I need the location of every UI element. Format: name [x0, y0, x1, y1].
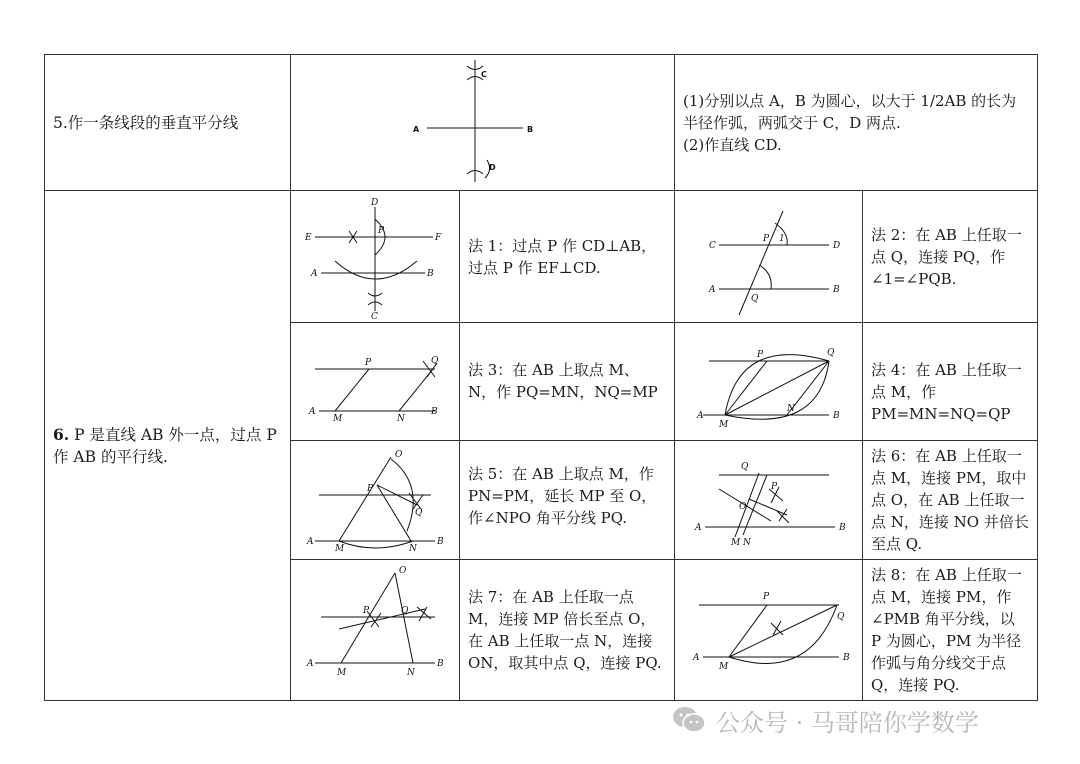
- row5-steps: [675, 55, 1038, 191]
- method3-text: 法 3：在 AB 上取点 M、N，作 PQ=MN，NQ=MP: [460, 323, 675, 441]
- label-a: A: [413, 124, 420, 134]
- method7-figure: [291, 560, 460, 701]
- m1-p: P: [378, 225, 385, 236]
- method7-text: 法 7：在 AB 上任取一点 M，连接 MP 倍长至点 O，在 AB 上任取一点 N，连接 ON，取其中点 Q，连接 PQ.: [460, 560, 675, 701]
- m5-o: O: [395, 450, 403, 460]
- method7-diagram: [295, 563, 455, 697]
- watermark-text: 公众号 · 马哥陪你学数学: [716, 708, 979, 737]
- label-c: C: [481, 69, 487, 79]
- wechat-icon: [672, 706, 706, 734]
- perpendicular-bisector-diagram: [291, 56, 675, 190]
- m1-c: C: [371, 311, 378, 321]
- m6-m: M: [730, 538, 740, 548]
- m4-q: Q: [826, 347, 834, 358]
- m3-p: P: [365, 357, 372, 368]
- m2-c: C: [708, 240, 716, 251]
- m2-1: 1: [778, 233, 785, 244]
- m6-a: A: [694, 523, 701, 533]
- m6-q: Q: [740, 462, 748, 472]
- method5-text: 法 5：在 AB 上取点 M，作 PN=PM，延长 MP 至 O，作∠NPO 角平分线 PQ.: [460, 441, 675, 560]
- m3-q: Q: [431, 355, 439, 366]
- m1-a: A: [311, 268, 318, 279]
- m5-m: M: [335, 544, 345, 554]
- method5-diagram: [295, 445, 455, 555]
- m5-p: P: [367, 484, 374, 494]
- method8-diagram: [679, 563, 859, 697]
- m2-a: A: [708, 284, 715, 295]
- method4-diagram: [679, 325, 859, 439]
- method2-diagram: [679, 193, 859, 321]
- m3-m: M: [333, 413, 343, 424]
- row6-label: 6. P 是直线 AB 外一点，过点 P 作 AB 的平行线.: [45, 191, 291, 701]
- m1-e: E: [305, 232, 312, 243]
- label-b: B: [527, 124, 534, 134]
- method6-text: 法 6：在 AB 上任取一点 M，连接 PM，取中点 O，在 AB 上任取一点 N，连接 NO 并倍长至点 Q.: [863, 441, 1038, 560]
- method1-diagram: [295, 193, 455, 321]
- step-1: (1)分别以点 A，B 为圆心，以大于 1/2AB 的长为半径作弧，两弧交于 C，D 两点.: [683, 91, 1017, 132]
- m6-o: O: [738, 502, 746, 512]
- m2-q: Q: [750, 293, 758, 304]
- m5-n: N: [409, 544, 417, 554]
- m7-q: Q: [401, 606, 409, 616]
- method1-figure: [291, 191, 460, 323]
- method3-diagram: [295, 325, 455, 439]
- m3-b: B: [431, 406, 438, 417]
- method4-text: 法 4：在 AB 上任取一点 M，作 PM=MN=NQ=QP: [863, 323, 1038, 441]
- m5-q: Q: [415, 508, 423, 518]
- m8-p: P: [762, 592, 769, 602]
- m5-b: B: [437, 537, 444, 547]
- step-2: (2)作直线 CD.: [683, 135, 782, 154]
- method8-figure: [675, 560, 863, 701]
- method6-figure: [675, 441, 863, 560]
- m7-n: N: [407, 668, 415, 678]
- m4-p: P: [756, 349, 763, 360]
- m3-n: N: [397, 413, 405, 424]
- m6-p: P: [770, 482, 777, 492]
- m8-b: B: [842, 653, 850, 663]
- row5-label: 5.作一条线段的垂直平分线: [45, 55, 291, 191]
- construction-table: [44, 54, 1038, 701]
- method5-figure: [291, 441, 460, 560]
- m4-m: M: [718, 419, 728, 430]
- m4-a: A: [696, 410, 703, 421]
- row5-figure: [291, 55, 675, 191]
- method2-text: 法 2：在 AB 上任取一点 Q，连接 PQ，作∠1=∠PQB.: [863, 191, 1038, 323]
- m8-q: Q: [836, 612, 844, 622]
- m6-n: N: [742, 538, 751, 548]
- m2-d: D: [832, 240, 840, 251]
- m6-b: B: [838, 523, 846, 533]
- m2-b: B: [832, 284, 840, 295]
- row-methods-1-2: [45, 191, 1038, 323]
- m3-a: A: [309, 406, 316, 417]
- method4-figure: [675, 323, 863, 441]
- label-d: D: [489, 162, 496, 172]
- m2-p: P: [762, 233, 769, 244]
- m7-m: M: [337, 668, 347, 678]
- method8-text: 法 8：在 AB 上任取一点 M，连接 PM，作∠PMB 角平分线，以 P 为圆心，PM 为半径作弧与角分线交于点 Q，连接 PQ.: [863, 560, 1038, 701]
- m4-b: B: [832, 410, 840, 421]
- watermark: [672, 702, 979, 738]
- m8-m: M: [718, 662, 728, 672]
- m5-a: A: [307, 537, 314, 547]
- m4-n: N: [786, 403, 795, 414]
- method2-figure: [675, 191, 863, 323]
- m7-a: A: [307, 659, 314, 669]
- method6-diagram: [679, 445, 859, 555]
- m7-b: B: [437, 659, 444, 669]
- m8-a: A: [692, 653, 699, 663]
- method3-figure: [291, 323, 460, 441]
- m7-p: P: [363, 606, 370, 616]
- m1-d: D: [371, 197, 379, 208]
- m1-f: F: [435, 232, 442, 243]
- m7-o: O: [399, 566, 407, 576]
- method1-text: 法 1：过点 P 作 CD⊥AB，过点 P 作 EF⊥CD.: [460, 191, 675, 323]
- row-perpendicular-bisector: [45, 55, 1038, 191]
- m1-b: B: [427, 268, 434, 279]
